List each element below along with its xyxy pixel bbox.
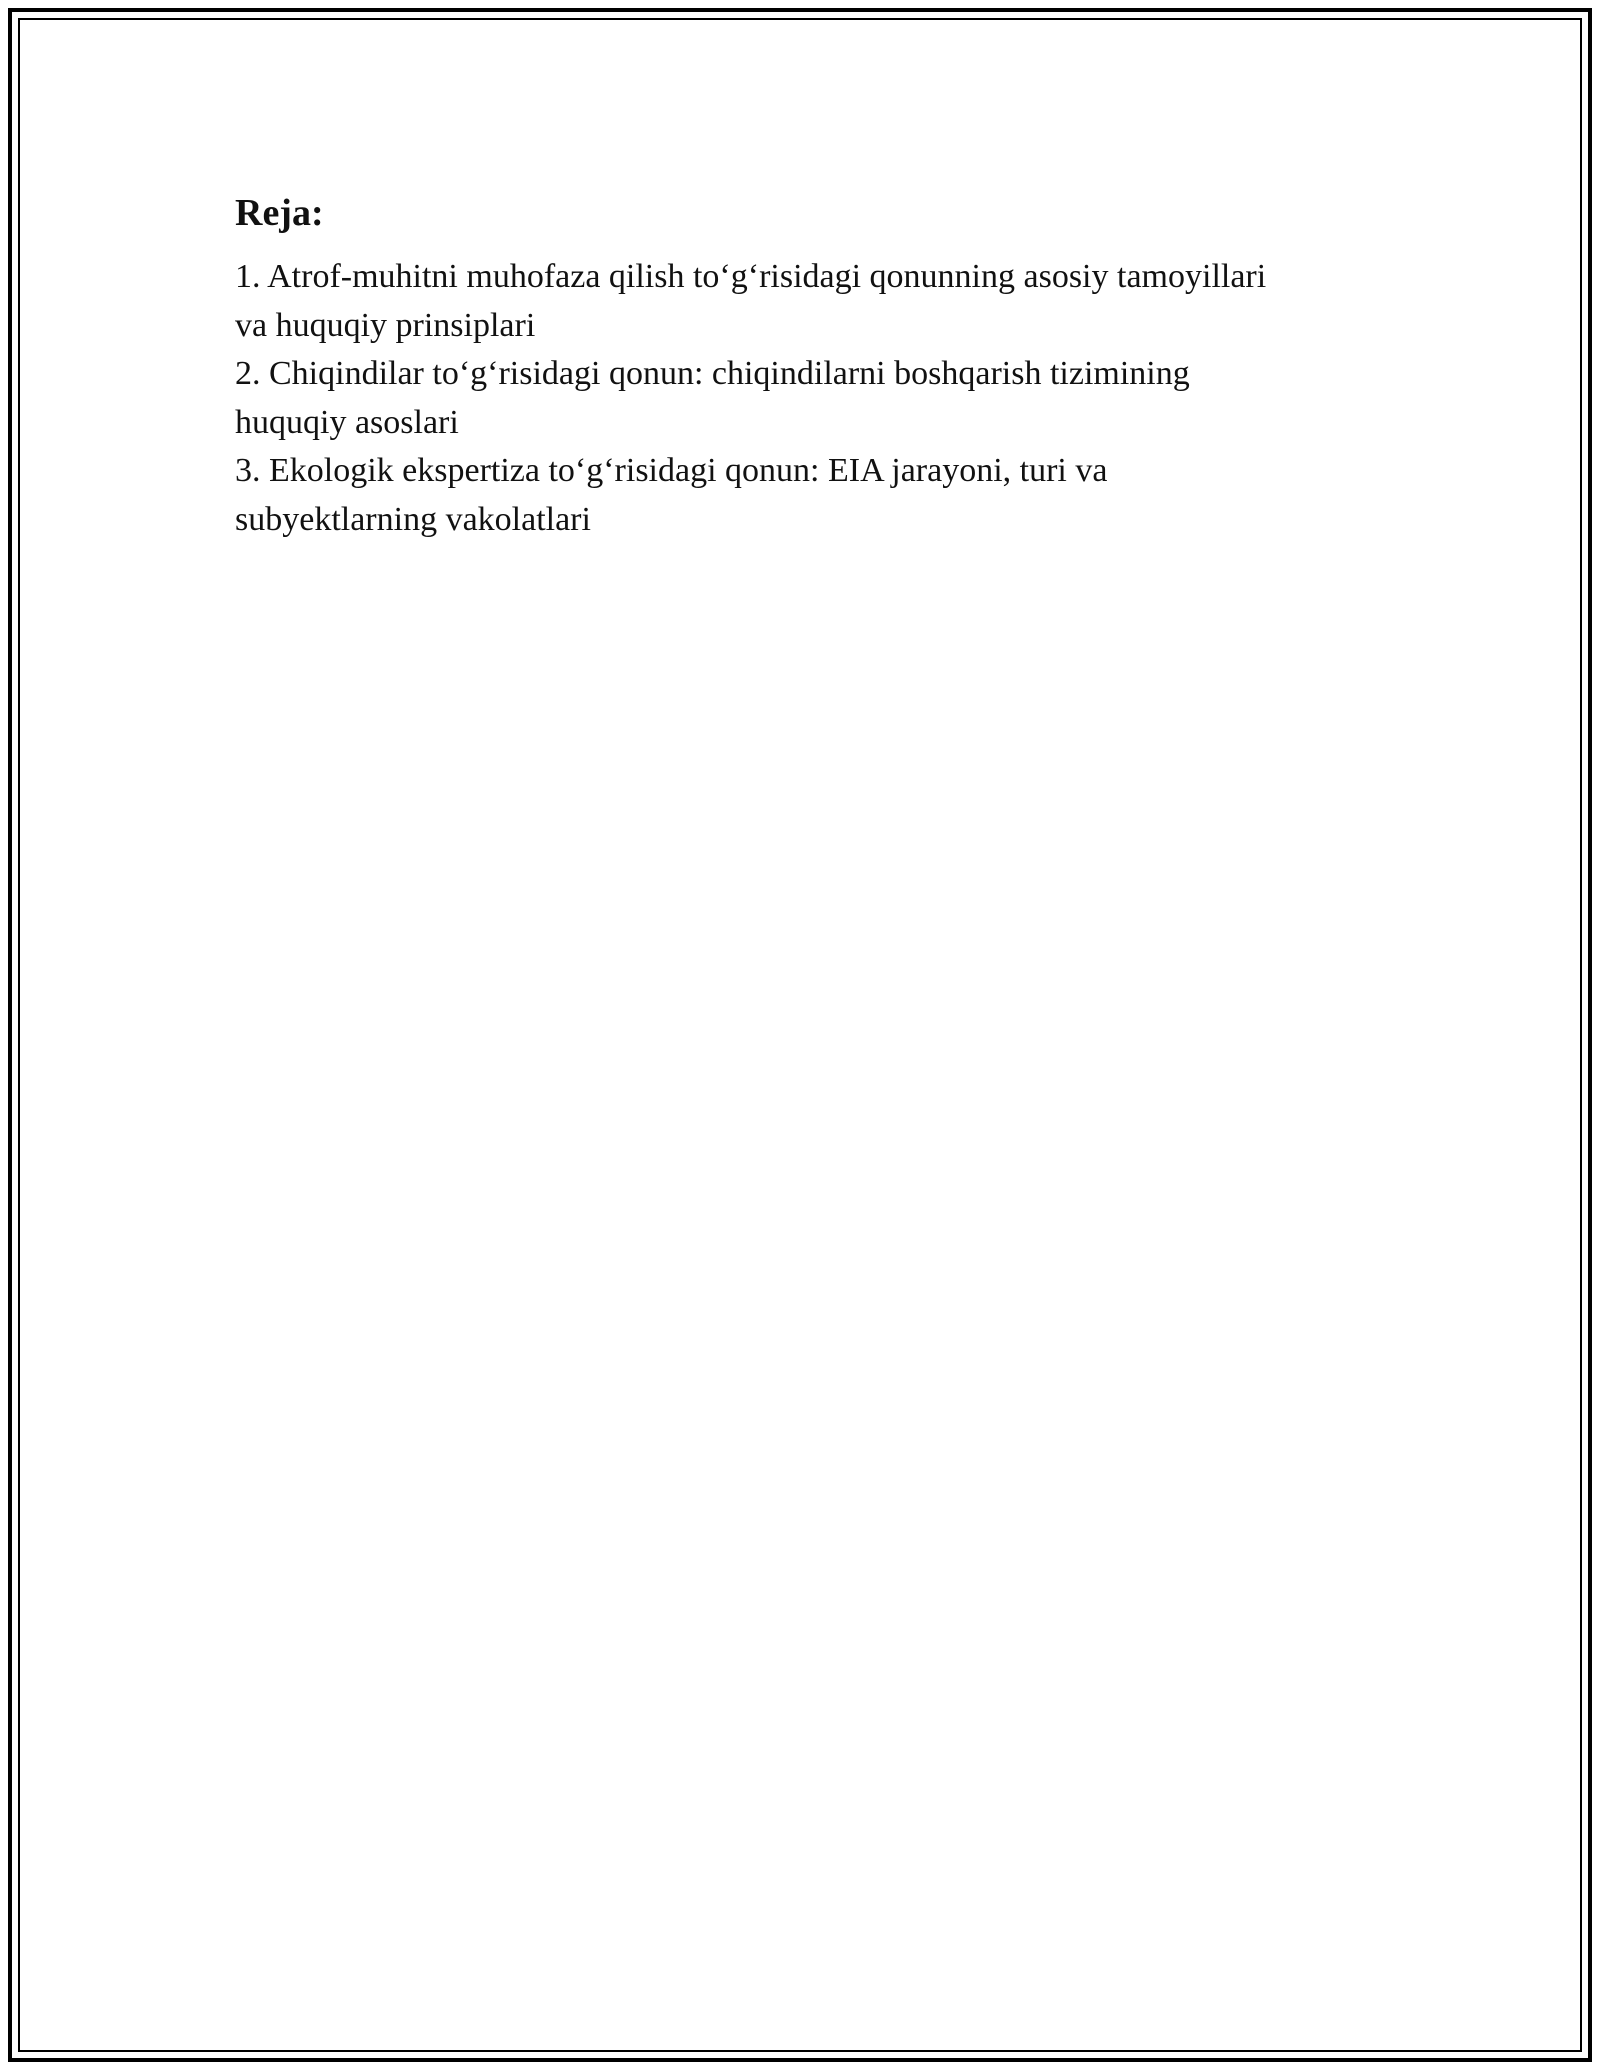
plan-item-1-line-2: va huquqiy prinsiplari xyxy=(235,306,536,344)
plan-item-2-line-2: huquqiy asoslari xyxy=(235,403,459,441)
plan-item-3-line-1: 3. Ekologik ekspertiza to‘g‘risidagi qonun: EIA jarayoni, turi va xyxy=(235,452,1108,489)
plan-item-2-line-1: 2. Chiqindilar to‘g‘risidagi qonun: chiqindilarni boshqarish tizimining xyxy=(235,355,1190,392)
plan-item-1-line-1: 1. Atrof-muhitni muhofaza qilish to‘g‘risidagi qonunning asosiy tamoyillari xyxy=(235,258,1267,295)
plan-item-2 xyxy=(235,350,1385,447)
plan-item-1 xyxy=(235,253,1385,350)
plan-item-3-line-2: subyektlarning vakolatlari xyxy=(235,500,591,538)
plan-heading: Reja: xyxy=(235,192,324,234)
plan-item-3 xyxy=(235,447,1385,544)
document-content xyxy=(235,185,1385,544)
plan-list xyxy=(235,253,1385,544)
